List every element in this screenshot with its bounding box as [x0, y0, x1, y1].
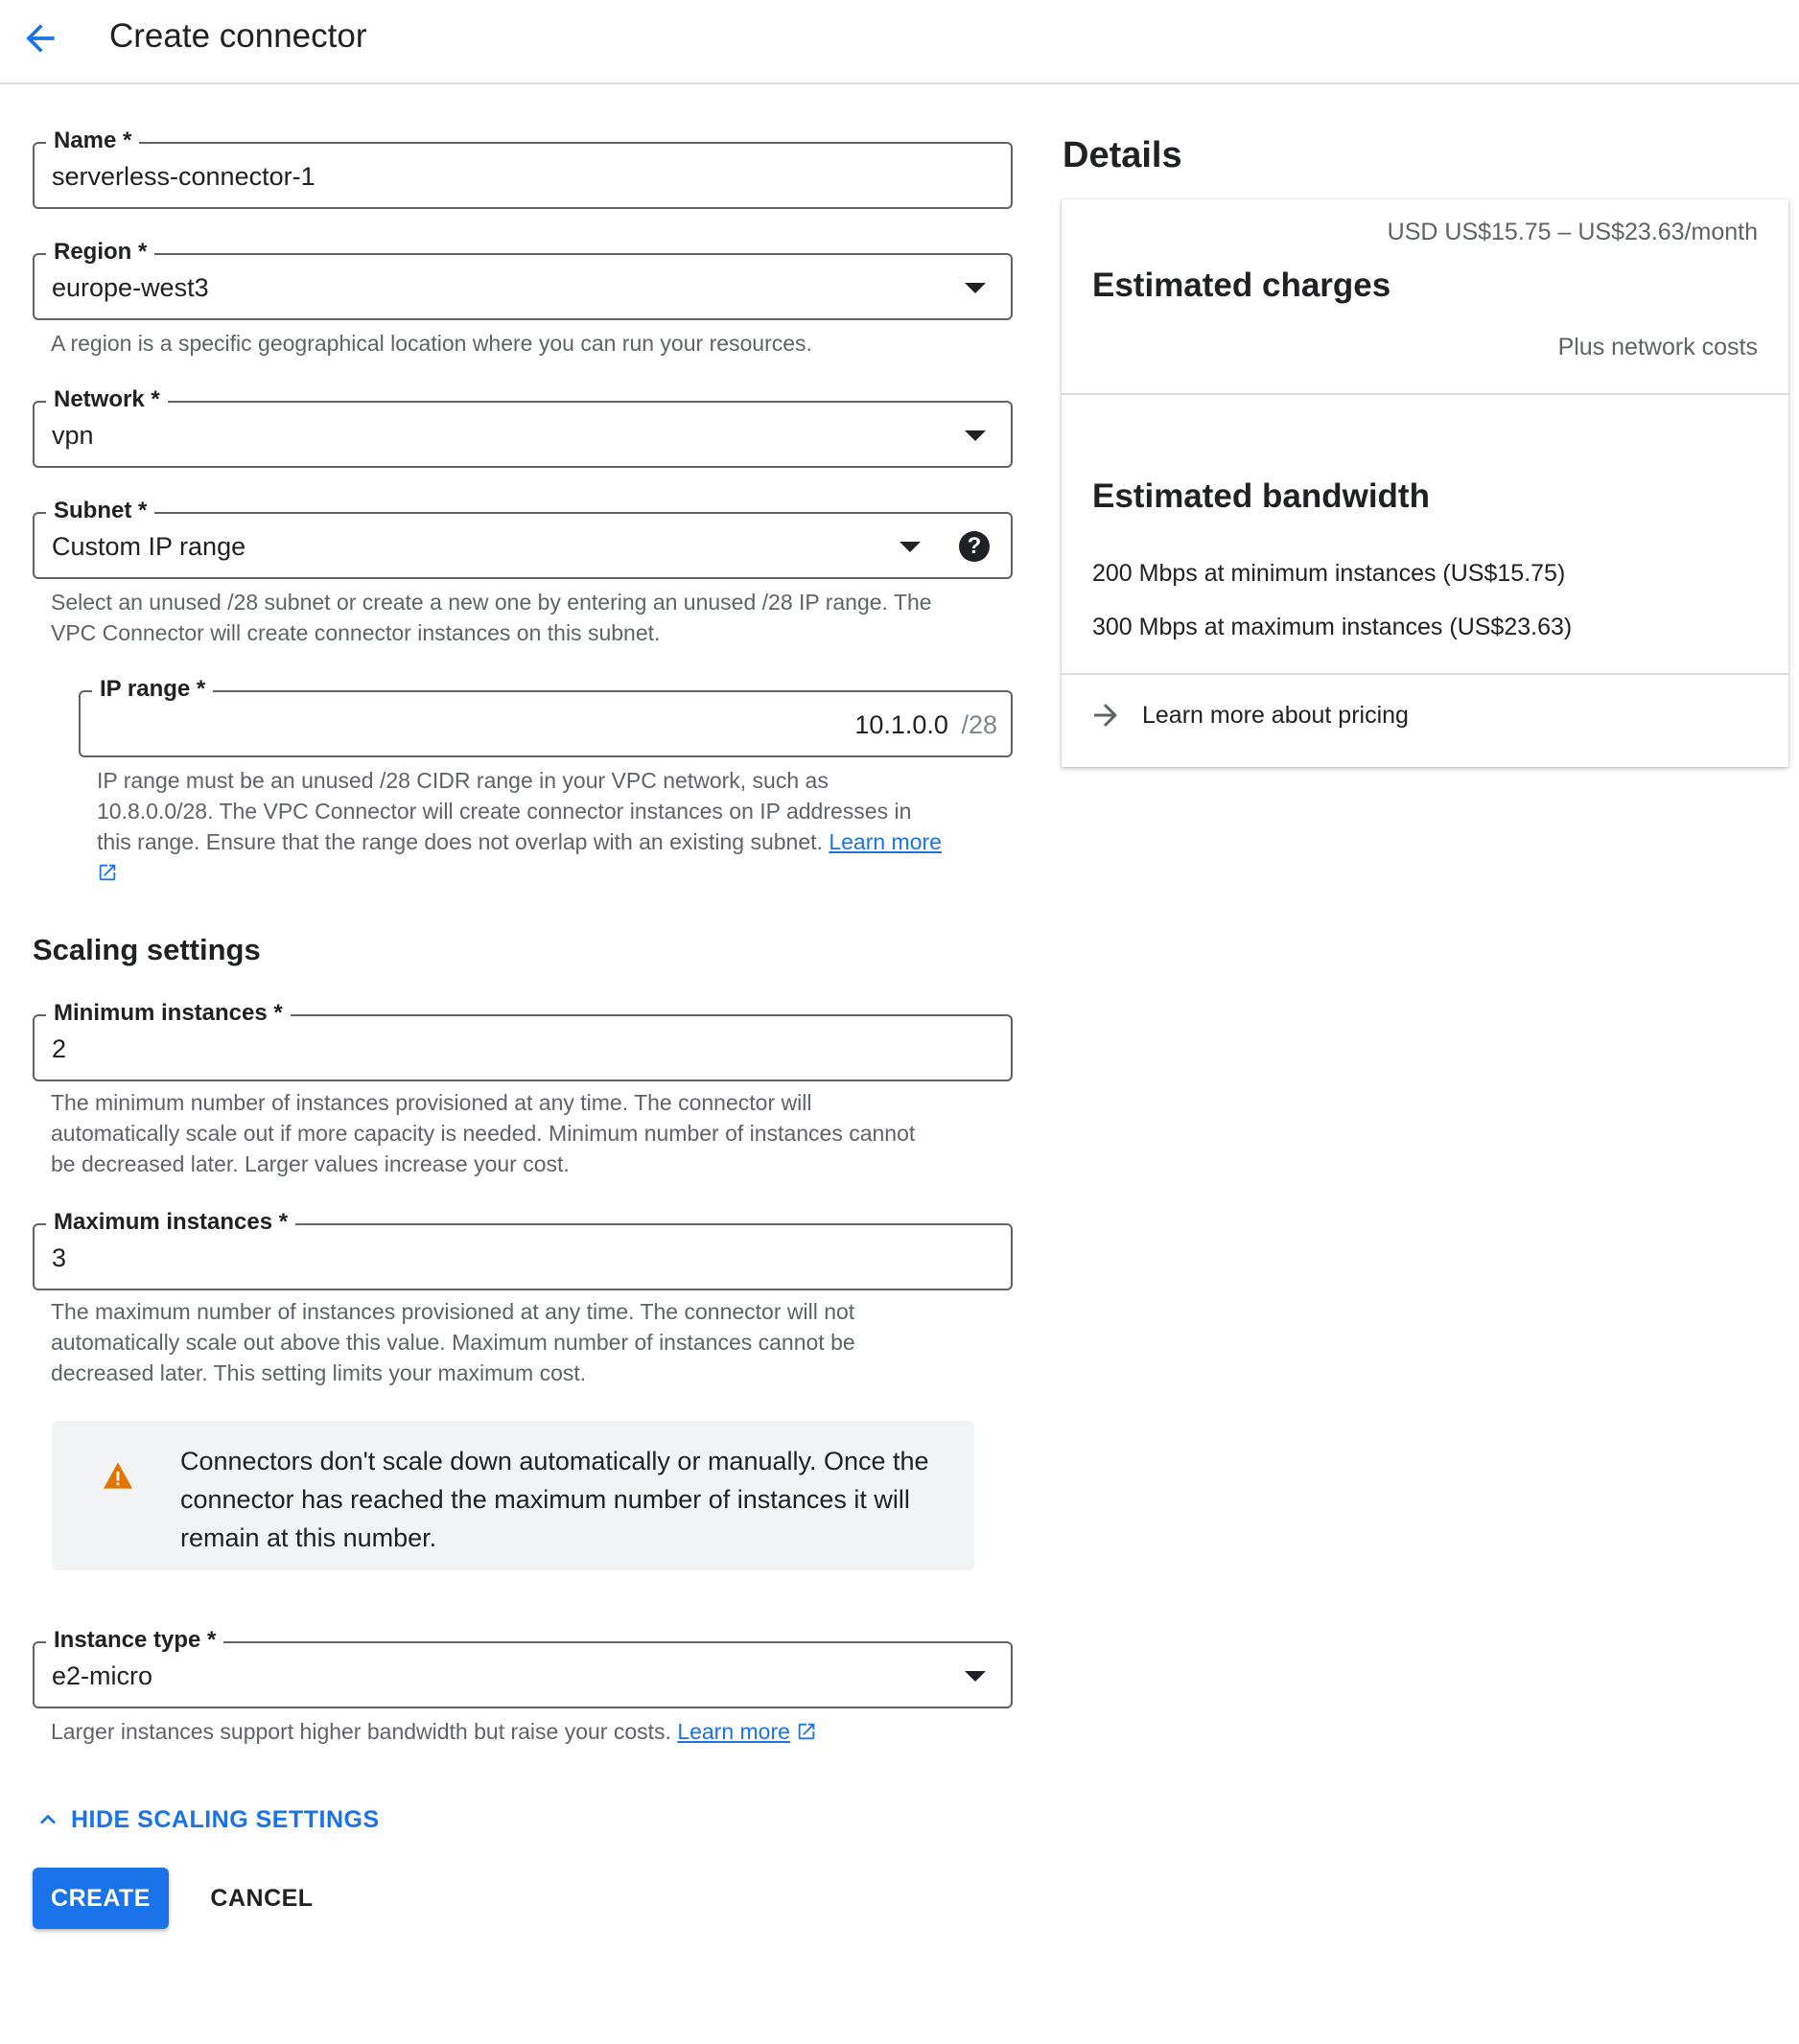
- min-instances-field[interactable]: [33, 1000, 1013, 1081]
- region-value[interactable]: europe-west3: [52, 273, 209, 302]
- ip-range-hint-line: [97, 826, 989, 857]
- instance-type-hint-text: Larger instances support higher bandwidth but raise your costs.: [51, 1719, 671, 1744]
- chevron-down-icon[interactable]: [965, 430, 986, 441]
- divider: [1062, 393, 1788, 395]
- arrow-forward-icon: [1088, 698, 1123, 732]
- divider: [1062, 673, 1788, 675]
- create-button[interactable]: CREATE: [33, 1868, 169, 1929]
- subnet-hint-line: VPC Connector will create connector instances on this subnet.: [51, 620, 661, 645]
- network-costs-note: Plus network costs: [1557, 334, 1758, 360]
- min-hint-line: The minimum number of instances provisioned at any time. The connector will: [51, 1090, 812, 1115]
- instance-type-value[interactable]: e2-micro: [52, 1661, 153, 1690]
- instance-type-label: Instance type *: [46, 1627, 223, 1654]
- subnet-value[interactable]: Custom IP range: [52, 532, 246, 561]
- min-instances-value[interactable]: 2: [52, 1034, 67, 1063]
- region-label: Region *: [46, 239, 154, 266]
- ip-range-hint-text: this range. Ensure that the range does not overlap with an existing subnet.: [97, 829, 823, 854]
- subnet-hint-line: Select an unused /28 subnet or create a new one by entering an unused /28 IP range. The: [51, 590, 932, 615]
- max-hint-line: The maximum number of instances provisioned at any time. The connector will not: [51, 1299, 855, 1324]
- instance-type-select[interactable]: [33, 1627, 1013, 1708]
- external-link-row: [97, 857, 989, 888]
- subnet-label: Subnet *: [46, 498, 154, 524]
- scaling-warning: [52, 1421, 974, 1570]
- min-hint-line: automatically scale out if more capacity is needed. Minimum number of instances cannot: [51, 1121, 916, 1146]
- subnet-hint: [51, 587, 991, 648]
- chevron-up-icon: [33, 1804, 63, 1835]
- max-instances-label: Maximum instances *: [46, 1209, 295, 1236]
- page-title: Create connector: [109, 17, 367, 55]
- warning-line: Connectors don't scale down automatically or manually. Once the: [180, 1447, 929, 1475]
- chevron-down-icon[interactable]: [965, 283, 986, 293]
- region-hint: A region is a specific geographical location where you can run your resources.: [51, 331, 812, 356]
- top-bar: [0, 0, 1799, 84]
- ip-range-hint: [97, 765, 989, 888]
- estimated-charges-title: Estimated charges: [1092, 267, 1391, 304]
- ip-range-suffix: /28: [961, 710, 997, 739]
- hide-scaling-settings-label: HIDE SCALING SETTINGS: [71, 1805, 380, 1833]
- estimated-bandwidth-title: Estimated bandwidth: [1092, 477, 1430, 515]
- max-hint-line: automatically scale out above this value. Maximum number of instances cannot be: [51, 1330, 855, 1355]
- warning-line: connector has reached the maximum number of instances it will: [180, 1485, 910, 1514]
- max-hint-line: decreased later. This setting limits your maximum cost.: [51, 1360, 587, 1385]
- network-value[interactable]: vpn: [52, 421, 94, 450]
- max-instances-field[interactable]: [33, 1209, 1013, 1290]
- warning-line: remain at this number.: [180, 1523, 437, 1552]
- region-select[interactable]: [33, 239, 1013, 320]
- min-hint-line: be decreased later. Larger values increase your cost.: [51, 1151, 570, 1176]
- price-range: USD US$15.75 – US$23.63/month: [1387, 219, 1758, 245]
- network-label: Network *: [46, 386, 168, 413]
- network-select[interactable]: [33, 386, 1013, 468]
- cancel-button[interactable]: CANCEL: [188, 1868, 336, 1929]
- help-icon[interactable]: ?: [959, 531, 990, 562]
- ip-range-value[interactable]: 10.1.0.0: [854, 710, 948, 739]
- pricing-link-label: Learn more about pricing: [1142, 701, 1409, 729]
- chevron-down-icon[interactable]: [965, 1671, 986, 1682]
- name-value[interactable]: serverless-connector-1: [52, 162, 315, 191]
- subnet-select[interactable]: [33, 498, 1013, 579]
- instance-type-hint: [51, 1716, 991, 1747]
- min-instances-hint: [51, 1087, 991, 1179]
- max-instances-hint: [51, 1296, 991, 1388]
- warning-icon: [102, 1461, 134, 1490]
- chevron-down-icon[interactable]: [900, 542, 921, 552]
- details-card: [1062, 199, 1788, 767]
- hide-scaling-settings-button[interactable]: [33, 1804, 380, 1835]
- ip-range-value-group[interactable]: [854, 709, 997, 740]
- scaling-settings-title: Scaling settings: [33, 933, 261, 966]
- details-title: Details: [1063, 135, 1182, 175]
- open-in-new-icon[interactable]: [97, 862, 118, 883]
- learn-more-link[interactable]: Learn more: [829, 829, 942, 854]
- open-in-new-icon[interactable]: [796, 1721, 817, 1742]
- bandwidth-max: 300 Mbps at maximum instances (US$23.63): [1092, 614, 1573, 640]
- name-field[interactable]: [33, 128, 1013, 209]
- bandwidth-min: 200 Mbps at minimum instances (US$15.75): [1092, 560, 1566, 587]
- min-instances-label: Minimum instances *: [46, 1000, 291, 1027]
- ip-range-field[interactable]: [79, 676, 1013, 757]
- max-instances-value[interactable]: 3: [52, 1243, 67, 1272]
- learn-more-link[interactable]: Learn more: [677, 1719, 790, 1744]
- ip-range-hint-line: 10.8.0.0/28. The VPC Connector will create connector instances on IP addresses in: [97, 799, 912, 824]
- ip-range-label: IP range *: [92, 676, 213, 703]
- warning-text: [180, 1442, 947, 1557]
- back-arrow-icon[interactable]: [19, 17, 61, 59]
- pricing-link[interactable]: [1088, 698, 1409, 732]
- ip-range-hint-line: IP range must be an unused /28 CIDR range in your VPC network, such as: [97, 768, 829, 793]
- name-label: Name *: [46, 128, 139, 154]
